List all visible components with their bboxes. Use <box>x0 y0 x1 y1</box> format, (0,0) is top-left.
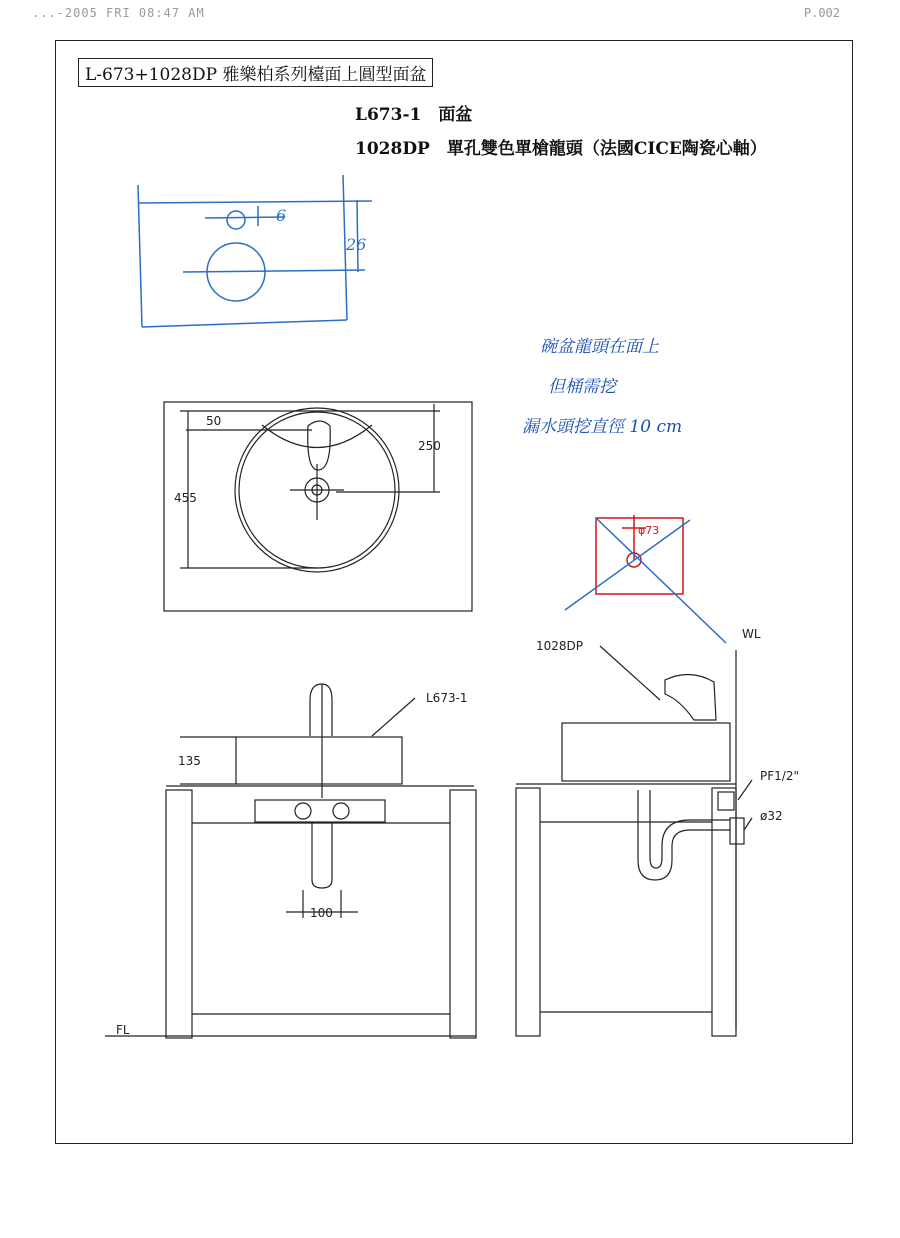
side-label-wl: WL <box>742 627 761 641</box>
product-line-basin: L673-1 面盆 <box>355 105 473 125</box>
blue-sketch <box>138 175 372 327</box>
sketch-dim-small: 6 <box>276 206 287 225</box>
side-view <box>516 646 752 1036</box>
product-line-faucet: 1028DP 單孔雙色單槍龍頭（法國CICE陶瓷心軸） <box>355 139 767 159</box>
red-sketch-label: φ73 <box>638 524 660 537</box>
fax-header: ...-2005 FRI 08:47 AM <box>32 6 205 20</box>
dim-135: 135 <box>178 754 201 768</box>
front-view <box>105 684 476 1038</box>
side-label-drain: ø32 <box>760 809 783 823</box>
dim-50: 50 <box>206 414 222 428</box>
top-view <box>164 402 472 611</box>
handwritten-note-line3: 漏水頭挖直徑 10 cm <box>522 417 683 437</box>
sketch-dim-large: 26 <box>346 235 367 254</box>
handwritten-note-line1: 碗盆龍頭在面上 <box>540 337 659 357</box>
floor-label: FL <box>116 1023 130 1037</box>
dim-100: 100 <box>310 906 333 920</box>
side-label-faucet: 1028DP <box>536 639 584 653</box>
dim-455: 455 <box>174 491 197 505</box>
side-label-pf: PF1/2" <box>760 769 799 783</box>
dim-250: 250 <box>418 439 441 453</box>
fax-page-number: P.002 <box>803 6 840 20</box>
handwritten-note-line2: 但桶需挖 <box>548 377 616 397</box>
front-label-basin: L673-1 <box>426 691 468 705</box>
drawing-title: L-673+1028DP 雅樂柏系列檯面上圓型面盆 <box>78 58 433 87</box>
